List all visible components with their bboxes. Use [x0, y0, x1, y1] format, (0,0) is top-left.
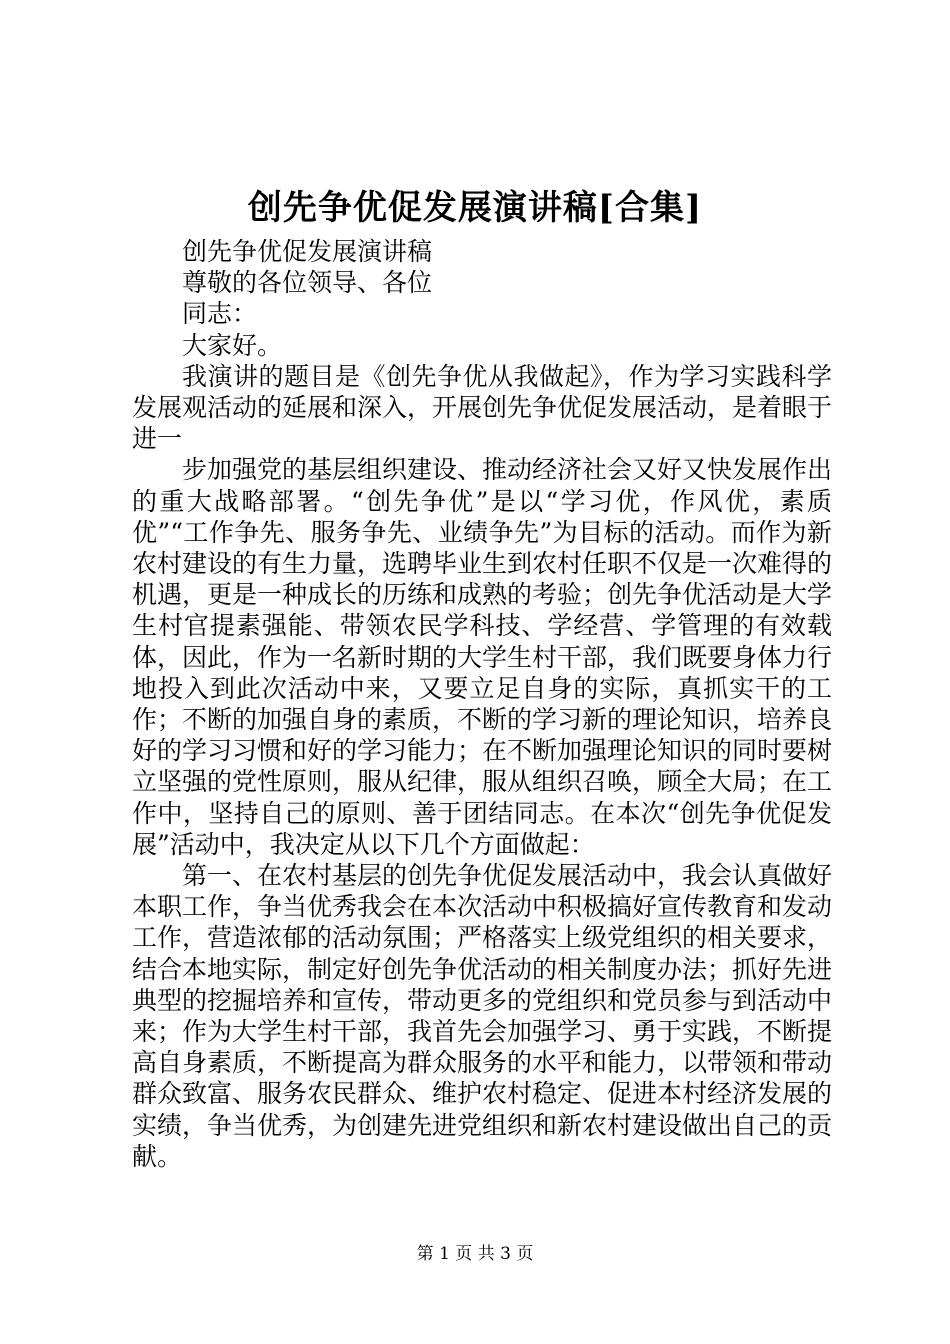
salutation-line-1: 尊敬的各位领导、各位	[182, 268, 433, 298]
speech-heading: 创先争优促发展演讲稿	[182, 237, 433, 266]
page-number-footer: 第 1 页 共 3 页	[416, 1244, 534, 1264]
greeting: 大家好。	[182, 330, 283, 360]
body-paragraph: 步加强党的基层组织建设、推动经济社会又好又快发展作出的重大战略部署。“创先争优”是以“学习优，作风优，素质优”“工作争先、服务争先、业绩争先”为目标的活动。而作为新农村建设的有生力量，选聘毕业生到农村任职不仅是一次难得的机遇，更是一种成长的历练和成熟的考验；创先争优活动是大学生村官提素强能、带领农民学科技、学经营、学管理的有效载体，因此，作为一名新时期的大学生村干部，我们既要身体力行地投入到此次活动中来，又要立足自身的实际，真抓实干的工作；不断的加强自身的素质，不断的学习新的理论知识，培养良好的学习习惯和好的学习能力；在不断加强理论知识的同时要树立坚强的党性原则，服从纪律，服从组织召唤，顾全大局；在工作中，坚持自己的原则、善于团结同志。在本次“创先争优促发展”活动中，我决定从以下几个方面做起：	[132, 455, 833, 859]
body-paragraph: 第一、在农村基层的创先争优促发展活动中，我会认真做好本职工作，争当优秀我会在本次活动中积极搞好宣传教育和发动工作，营造浓郁的活动氛围；严格落实上级党组织的相关要求，结合本地实际，制定好创先争优活动的相关制度办法；抓好先进典型的挖掘培养和宣传，带动更多的党组织和党员参与到活动中来；作为大学生村干部，我首先会加强学习、勇于实践，不断提高自身素质，不断提高为群众服务的水平和能力，以带领和带动群众致富、服务农民群众、维护农村稳定、促进本村经济发展的实绩，争当优秀，为创建先进党组织和新农村建设做出自己的贡献。	[132, 861, 833, 1171]
document-title: 创先争优促发展演讲稿[合集]	[247, 188, 703, 228]
document-body	[132, 236, 832, 1172]
body-paragraph: 我演讲的题目是《创先争优从我做起》，作为学习实践科学发展观活动的延展和深入，开展创先争优促发展活动，是着眼于进一	[132, 361, 833, 454]
salutation-line-2: 同志：	[182, 299, 258, 329]
